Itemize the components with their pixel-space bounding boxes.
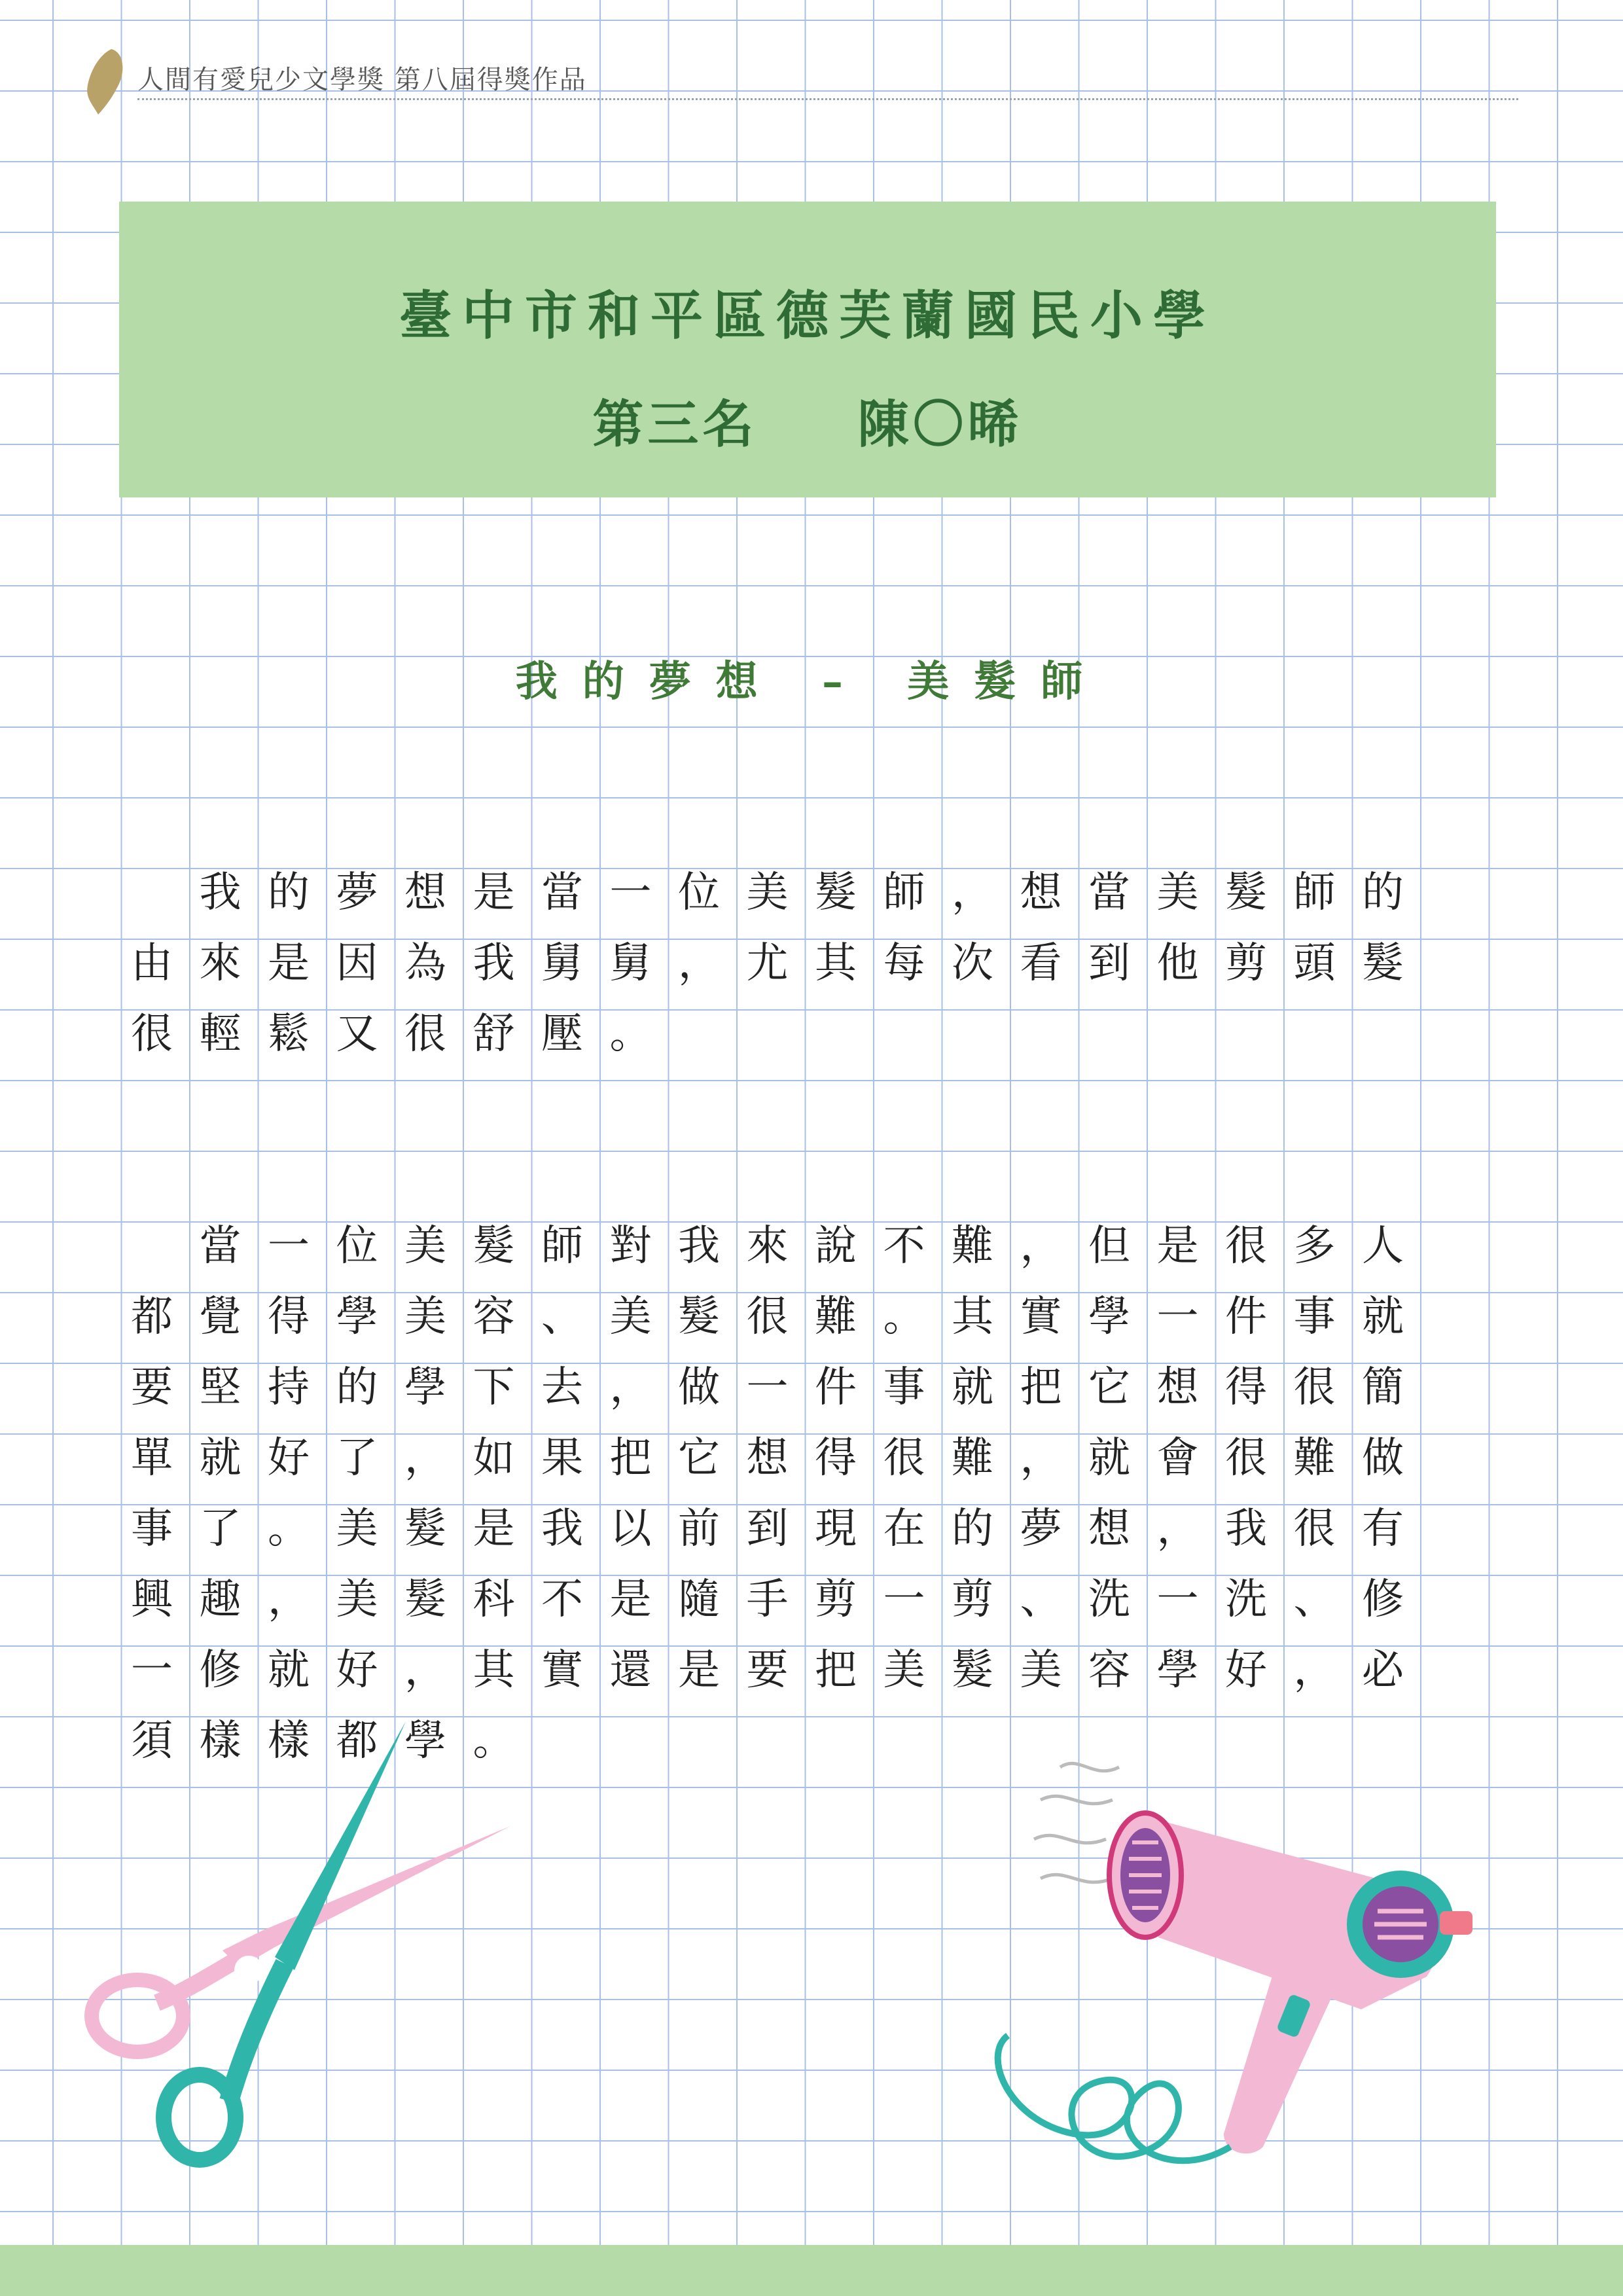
author-banner — [119, 202, 1496, 497]
essay-title: 我的夢想 – 美髮師 — [515, 657, 1108, 706]
essay-paragraph-2: 當一位美髮師對我來說不難，但是很多人都覺得學美容、美髮很難。其實學一件事就要堅持的學下去，做一件事就把它想得很簡單就好了，如果把它想得很難，就會很難做事了。美髮是我以前到現在的夢想，我很有興趣，美髮科不是隨手剪一剪、洗一洗、修一修就好，其實還是要把美髮美容學好，必須樣樣都學。 — [131, 1222, 1431, 1765]
footer-bar — [0, 2245, 1623, 2296]
school-name: 臺中市和平區德芙蘭國民小學 — [399, 285, 1216, 346]
author-name: 陳〇晞 — [857, 395, 1023, 454]
hair-dryer-icon — [969, 1728, 1492, 2173]
scissors-icon — [59, 1715, 530, 2173]
award-line — [119, 384, 1496, 457]
essay-paragraph-1: 我的夢想是當一位美髮師，想當美髮師的由來是因為我舅舅，尤其每次看到他剪頭髮很輕鬆又很舒壓。 — [131, 869, 1431, 1058]
page-header — [79, 46, 1518, 105]
award-rank: 第三名 — [592, 395, 758, 454]
taiwan-leaf-icon — [79, 46, 131, 118]
header-divider — [137, 98, 1518, 100]
publication-title: 人間有愛兒少文學獎 第八屆得獎作品 — [137, 65, 587, 95]
